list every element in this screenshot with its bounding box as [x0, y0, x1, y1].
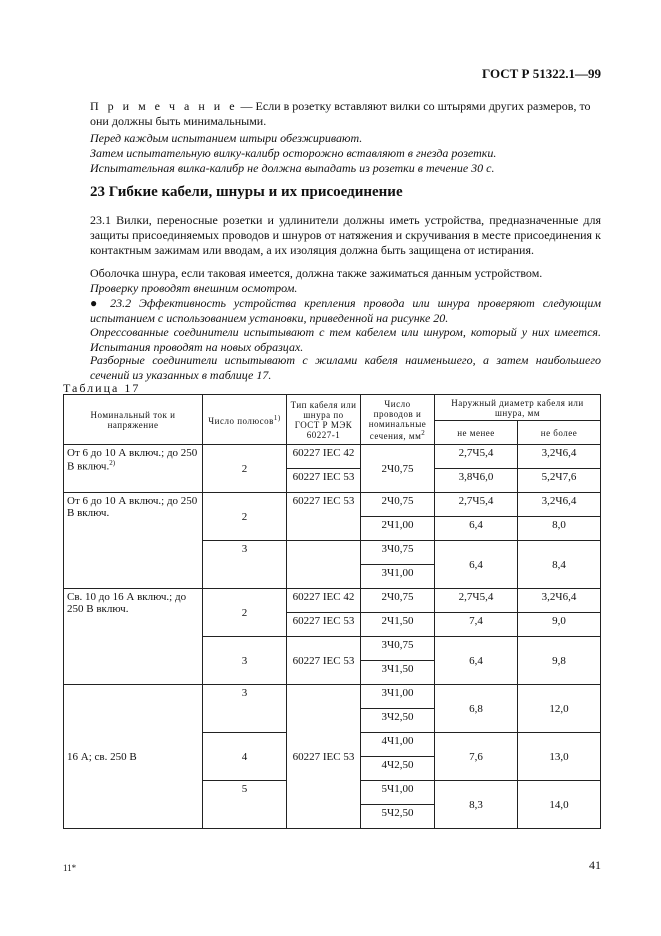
- g2-cores-b1: 3Ч0,75: [361, 541, 435, 565]
- g2-type: 60227 IEC 53: [287, 493, 361, 541]
- g3-type-a1: 60227 IEC 42: [287, 589, 361, 613]
- g4-max-b: 13,0: [518, 733, 601, 781]
- g2-max-a1: 3,2Ч6,4: [518, 493, 601, 517]
- g2-max-a2: 8,0: [518, 517, 601, 541]
- g1-min-b: 3,8Ч6,0: [435, 469, 518, 493]
- g4-cores-a2: 3Ч2,50: [361, 709, 435, 733]
- g1-type-a: 60227 IEC 42: [287, 445, 361, 469]
- g2-cores-a2: 2Ч1,00: [361, 517, 435, 541]
- table-caption: Таблица 17: [63, 381, 141, 395]
- note-text: — Если в розетку вставляют вилки со штырями других размеров, то они должны быть минимальными.: [90, 99, 591, 128]
- g4-cores-c1: 5Ч1,00: [361, 781, 435, 805]
- note: [90, 99, 601, 129]
- header-poles-sup: 1): [273, 413, 281, 422]
- g4-min-b: 7,6: [435, 733, 518, 781]
- paragraph-sheath: Оболочка шнура, если таковая имеется, должна также зажиматься данным устройством.: [90, 266, 543, 280]
- g1-max-b: 5,2Ч7,6: [518, 469, 601, 493]
- g2-cores-a1: 2Ч0,75: [361, 493, 435, 517]
- g2-type-empty: [287, 541, 361, 589]
- g3-max-a1: 3,2Ч6,4: [518, 589, 601, 613]
- g2-max-b: 8,4: [518, 541, 601, 589]
- g1-min-a: 2,7Ч5,4: [435, 445, 518, 469]
- table-17: [63, 394, 601, 829]
- g3-poles-a: 2: [203, 589, 287, 637]
- g1-poles: 2: [203, 445, 287, 493]
- header-cores-sup: 2: [421, 428, 426, 437]
- g3-poles-b: 3: [203, 637, 287, 685]
- g3-type-a2: 60227 IEC 53: [287, 613, 361, 637]
- header-nominal: Номинальный ток и напряжение: [64, 395, 203, 445]
- g1-cores: 2Ч0,75: [361, 445, 435, 493]
- g1-nominal-text: От 6 до 10 А включ.; до 250 В включ.: [67, 447, 198, 473]
- header-poles: [203, 395, 287, 445]
- g4-max-c: 14,0: [518, 781, 601, 829]
- g3-max-a2: 9,0: [518, 613, 601, 637]
- g4-min-a: 6,8: [435, 685, 518, 733]
- g3-min-a1: 2,7Ч5,4: [435, 589, 518, 613]
- paragraph-crimped: Опрессованные соединители испытывают с тем кабелем или шнуром, который у них имеется. Испытания проводят на новых образцах.: [90, 325, 601, 354]
- g3-cores-a1: 2Ч0,75: [361, 589, 435, 613]
- header-diameter: Наружный диаметр кабеля или шнура, мм: [435, 395, 601, 421]
- g4-cores-a1: 3Ч1,00: [361, 685, 435, 709]
- g2-min-a2: 6,4: [435, 517, 518, 541]
- g4-poles-b: 4: [203, 733, 287, 781]
- g1-nominal: [64, 445, 203, 493]
- paragraph-rewirable: Разборные соединители испытывают с жилами кабеля наименьшего, а затем наибольшего сечений из указанных в таблице 17.: [90, 353, 601, 382]
- test-line-2: Затем испытательную вилку-калибр осторожно вставляют в гнезда розетки.: [90, 146, 497, 160]
- g3-cores-b1: 3Ч0,75: [361, 637, 435, 661]
- g1-max-a: 3,2Ч6,4: [518, 445, 601, 469]
- header-max: не более: [518, 421, 601, 445]
- header-poles-text: Число полюсов: [208, 415, 274, 426]
- test-line-3: Испытательная вилка-калибр не должна выпадать из розетки в течение 30 с.: [90, 161, 495, 175]
- note-label: П р и м е ч а н и е: [90, 99, 238, 113]
- g4-cores-b2: 4Ч2,50: [361, 757, 435, 781]
- g4-poles-a: 3: [203, 685, 287, 733]
- standard-header: ГОСТ Р 51322.1—99: [482, 66, 601, 81]
- g3-max-b: 9,8: [518, 637, 601, 685]
- g4-type: 60227 IEC 53: [287, 685, 361, 829]
- paragraph-23-2: ● 23.2 Эффективность устройства крепления провода или шнура проверяют следующим испытанием с использованием установки, приведенной на рисунке 20.: [90, 296, 601, 325]
- g4-min-c: 8,3: [435, 781, 518, 829]
- g2-cores-b2: 3Ч1,00: [361, 565, 435, 589]
- g3-cores-a2: 2Ч1,50: [361, 613, 435, 637]
- header-cores: [361, 395, 435, 445]
- g4-poles-c: 5: [203, 781, 287, 829]
- g1-nominal-sup: 2): [109, 459, 116, 467]
- sheet-mark: 11*: [63, 863, 77, 873]
- g4-max-a: 12,0: [518, 685, 601, 733]
- g3-min-b: 6,4: [435, 637, 518, 685]
- g2-poles-b: 3: [203, 541, 287, 589]
- g4-cores-c2: 5Ч2,50: [361, 805, 435, 829]
- paragraph-23-1: 23.1 Вилки, переносные розетки и удлинители должны иметь устройства, предназначенные для защиты присоединяемых проводов и шнуров от натяжения и скручивания в месте присоединения к контактным зажимам или вводам, а их изоляция должна быть защищена от истирания.: [90, 213, 601, 257]
- g2-min-a1: 2,7Ч5,4: [435, 493, 518, 517]
- g2-poles-a: 2: [203, 493, 287, 541]
- section-title: 23 Гибкие кабели, шнуры и их присоединение: [90, 184, 403, 200]
- g3-nominal: Св. 10 до 16 А включ.; до 250 В включ.: [64, 589, 203, 685]
- g2-min-b: 6,4: [435, 541, 518, 589]
- g4-cores-b1: 4Ч1,00: [361, 733, 435, 757]
- header-cores-text: Число проводов и номинальные сечения, мм: [368, 398, 427, 441]
- header-type: Тип кабеля или шнура по ГОСТ Р МЭК 60227-1: [287, 395, 361, 445]
- g4-nominal: 16 А; св. 250 В: [64, 685, 203, 829]
- test-line-1: Перед каждым испытанием штыри обезжиривают.: [90, 131, 363, 145]
- g3-type-b: 60227 IEC 53: [287, 637, 361, 685]
- page-number: 41: [589, 858, 601, 872]
- g1-type-b: 60227 IEC 53: [287, 469, 361, 493]
- g2-nominal: От 6 до 10 А включ.; до 250 В включ.: [64, 493, 203, 589]
- g3-cores-b2: 3Ч1,50: [361, 661, 435, 685]
- header-min: не менее: [435, 421, 518, 445]
- g3-min-a2: 7,4: [435, 613, 518, 637]
- paragraph-inspection: Проверку проводят внешним осмотром.: [90, 281, 298, 295]
